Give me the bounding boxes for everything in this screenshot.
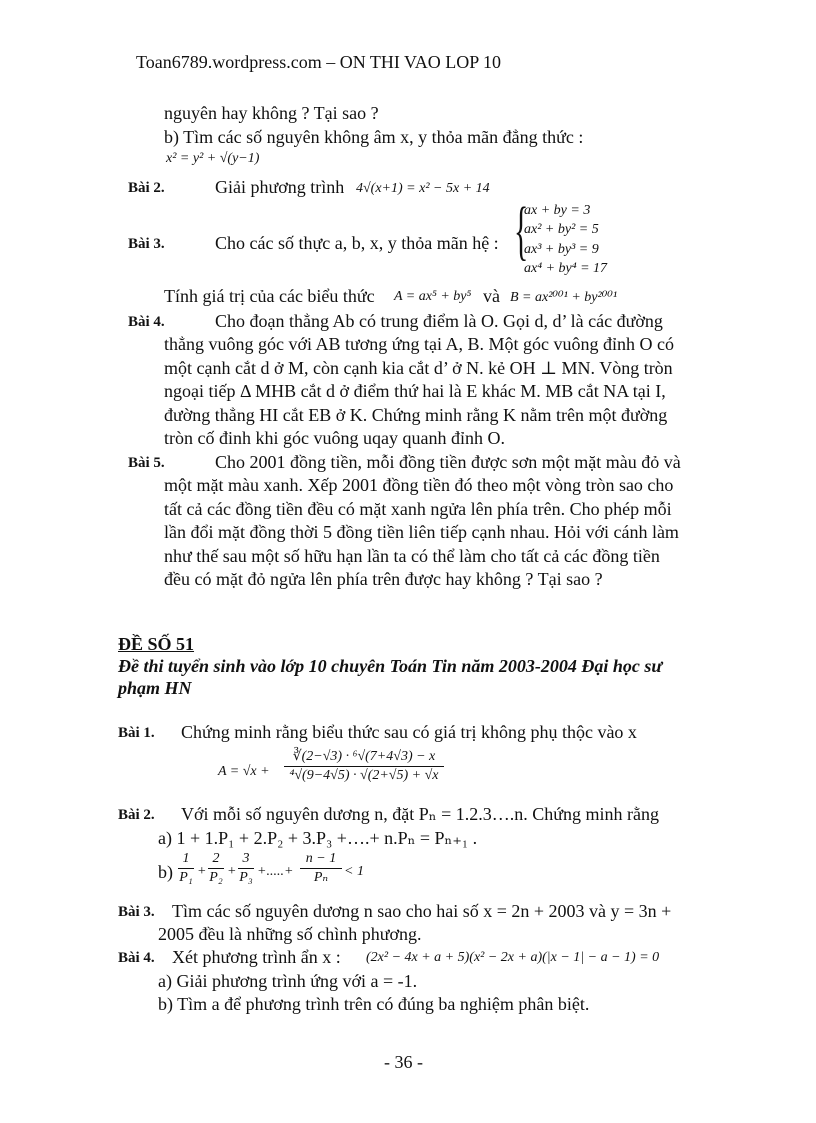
text-line: tất cả các đồng tiền đều có mặt xanh ngửa lên phía trên. Cho phép mỗi xyxy=(164,499,672,519)
equation: (2x² − 4x + a + 5)(x² − 2x + a)(|x − 1| − a − 1) = 0 xyxy=(366,950,660,965)
problem-text: Xét phương trình ẩn x : xyxy=(172,947,341,967)
problem-text: Giải phương trình xyxy=(215,177,345,197)
inequality-tail: < 1 xyxy=(344,864,364,879)
problem-label: Bài 4. xyxy=(128,314,165,330)
section-subtitle: phạm HN xyxy=(118,678,192,698)
problem-label: Bài 2. xyxy=(128,180,165,196)
statement-a: a) 1 + 1.P₁ + 2.P₂ + 3.P₃ +….+ n.Pₙ = Pₙ₊₁ . xyxy=(158,828,478,848)
fraction xyxy=(178,850,194,887)
equation: 4√(x+1) = x² − 5x + 14 xyxy=(356,181,490,196)
fraction-denominator: ⁴√(9−4√5) · √(2+√5) + √x xyxy=(289,768,439,783)
fraction-numerator: 2 xyxy=(208,850,224,869)
section-title: ĐỀ SỐ 51 xyxy=(118,634,195,654)
fraction-expression xyxy=(284,748,444,785)
fraction xyxy=(238,850,254,887)
text-line: nguyên hay không ? Tại sao ? xyxy=(164,103,379,123)
text-line: đường thẳng HI cắt EB ở K. Chứng minh rằng K nằm trên một đường xyxy=(164,405,668,425)
fraction-numerator: ∛(2−√3) · ⁶√(7+4√3) − x xyxy=(284,748,444,767)
fraction-numerator: 1 xyxy=(178,850,194,869)
system-eq-4: ax⁴ + by⁴ = 17 xyxy=(524,261,608,276)
system-eq-2: ax² + by² = 5 xyxy=(524,222,599,237)
text-line: Tìm các số nguyên dương n sao cho hai số x = 2n + 2003 và y = 3n + xyxy=(172,901,672,921)
plus-sign: + xyxy=(197,864,207,879)
fraction-denominator: P₃ xyxy=(239,870,253,885)
expression-b: B = ax²⁰⁰¹ + by²⁰⁰¹ xyxy=(510,290,618,305)
fraction xyxy=(208,850,224,887)
page-header: Toan6789.wordpress.com – ON THI VAO LOP 10 xyxy=(136,52,502,72)
fraction xyxy=(300,850,342,887)
fraction-denominator: P₁ xyxy=(179,870,193,885)
text-line: ngoại tiếp Δ MHB cắt d ở điểm thứ hai là E khác M. MB cắt NA tại I, xyxy=(164,381,666,401)
system-brace: { xyxy=(514,194,529,267)
text-line: một cạnh cắt d ở M, còn cạnh kia cắt d’ ở N. kẻ OH ⊥ MN. Vòng tròn xyxy=(164,358,673,378)
system-eq-1: ax + by = 3 xyxy=(524,203,591,218)
statement-a: a) Giải phương trình ứng với a = -1. xyxy=(158,971,418,991)
text-line: đều có mặt đỏ ngửa lên phía trên được hay không ? Tại sao ? xyxy=(164,569,603,589)
problem-label: Bài 3. xyxy=(118,904,155,920)
plus-sign: + xyxy=(227,864,237,879)
section-subtitle: Đề thi tuyển sinh vào lớp 10 chuyên Toán Tin năm 2003-2004 Đại học sư xyxy=(118,656,663,676)
problem-text: Với mỗi số nguyên dương n, đặt Pₙ = 1.2.3….n. Chứng minh rằng xyxy=(181,804,659,824)
problem-label: Bài 1. xyxy=(118,725,155,741)
fraction-numerator: n − 1 xyxy=(300,850,342,869)
statement-b-label: b) xyxy=(158,862,173,882)
problem-label: Bài 3. xyxy=(128,236,165,252)
statement-b: b) Tìm a để phương trình trên có đúng ba nghiệm phân biệt. xyxy=(158,994,590,1014)
problem-text: Cho các số thực a, b, x, y thỏa mãn hệ : xyxy=(215,233,499,253)
text-line: lần đổi mặt đồng thời 5 đồng tiền liên tiếp cạnh nhau. Hỏi với cánh làm xyxy=(164,522,679,542)
text-line: tròn cố đinh khi góc vuông uqay quanh đỉnh O. xyxy=(164,428,505,448)
text-line: 2005 đều là những số chình phương. xyxy=(158,924,422,944)
fraction-numerator: 3 xyxy=(238,850,254,869)
fraction-denominator: P₂ xyxy=(209,870,223,885)
problem-text: Chứng minh rằng biểu thức sau có giá trị không phụ thộc vào x xyxy=(181,722,637,742)
text-line: một mặt màu xanh. Xếp 2001 đồng tiền đó theo một vòng tròn sao cho xyxy=(164,475,674,495)
text-line: như thế sau một số hữu hạn lần ta có thể làm cho tất cả các đồng tiền xyxy=(164,546,660,566)
text-line: b) Tìm các số nguyên không âm x, y thỏa mãn đẳng thức : xyxy=(164,127,584,147)
text-and: và xyxy=(483,286,500,306)
expression-a: A = ax⁵ + by⁵ xyxy=(394,289,472,304)
problem-label: Bài 5. xyxy=(128,455,165,471)
text-line: Tính giá trị của các biểu thức xyxy=(164,286,375,306)
text-line: Cho đoạn thẳng Ab có trung điểm là O. Gọi d, d’ là các đường xyxy=(215,311,663,331)
problem-label: Bài 4. xyxy=(118,950,155,966)
system-eq-3: ax³ + by³ = 9 xyxy=(524,242,599,257)
ellipsis: +.....+ xyxy=(257,864,294,879)
problem-label: Bài 2. xyxy=(118,807,155,823)
equation: x² = y² + √(y−1) xyxy=(166,151,260,166)
text-line: thẳng vuông góc với AB tương ứng tại A, B. Một góc vuông đỉnh O có xyxy=(164,334,675,354)
text-line: Cho 2001 đồng tiền, mỗi đồng tiền được sơn một mặt màu đỏ và xyxy=(215,452,681,472)
expression-lhs: A = √x + xyxy=(218,764,270,779)
fraction-denominator: Pₙ xyxy=(313,870,329,885)
page-number: - 36 - xyxy=(384,1052,423,1072)
